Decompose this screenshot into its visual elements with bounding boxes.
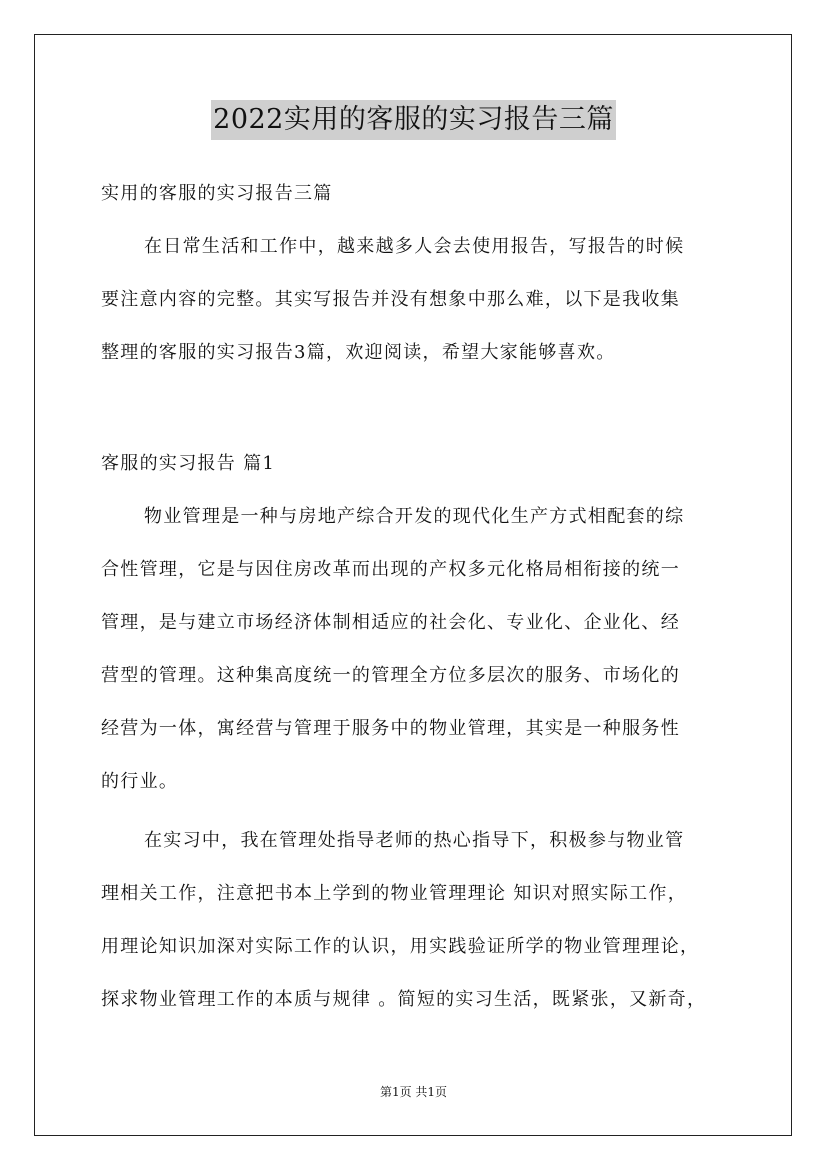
paragraph-line: 用理论知识加深对实际工作的认识，用实践验证所学的物业管理理论， [101,936,700,957]
paragraph-line: 的行业。 [101,771,179,792]
document-subtitle: 实用的客服的实习报告三篇 [101,183,333,204]
intro-line: 要注意内容的完整。其实写报告并没有想象中那么难，以下是我收集 [101,289,680,310]
paragraph-line: 营型的管理。这种集高度统一的管理全方位多层次的服务、市场化的 [101,665,680,686]
document-title-text: 2022实用的客服的实习报告三篇 [211,100,616,140]
document-title [0,100,827,140]
page-number-footer: 第1页 共1页 [379,1085,448,1099]
section-heading: 客服的实习报告 篇1 [101,453,276,474]
paragraph-line: 物业管理是一种与房地产综合开发的现代化生产方式相配套的综 [144,506,685,527]
paragraph-line: 探求物业管理工作的本质与规律 。简短的实习生活，既紧张，又新奇， [101,989,707,1010]
paragraph-line: 合性管理，它是与因住房改革而出现的产权多元化格局相衔接的统一 [101,559,680,580]
paragraph-line: 经营为一体，寓经营与管理于服务中的物业管理，其实是一种服务性 [101,718,680,739]
paragraph-line: 理相关工作，注意把书本上学到的物业管理理论 知识对照实际工作， [101,883,688,904]
paragraph-line: 管理，是与建立市场经济体制相适应的社会化、专业化、企业化、经 [101,612,680,633]
intro-line: 在日常生活和工作中，越来越多人会去使用报告，写报告的时候 [144,236,685,257]
paragraph-line: 在实习中，我在管理处指导老师的热心指导下，积极参与物业管 [144,830,685,851]
intro-line: 整理的客服的实习报告3篇，欢迎阅读，希望大家能够喜欢。 [101,342,616,363]
